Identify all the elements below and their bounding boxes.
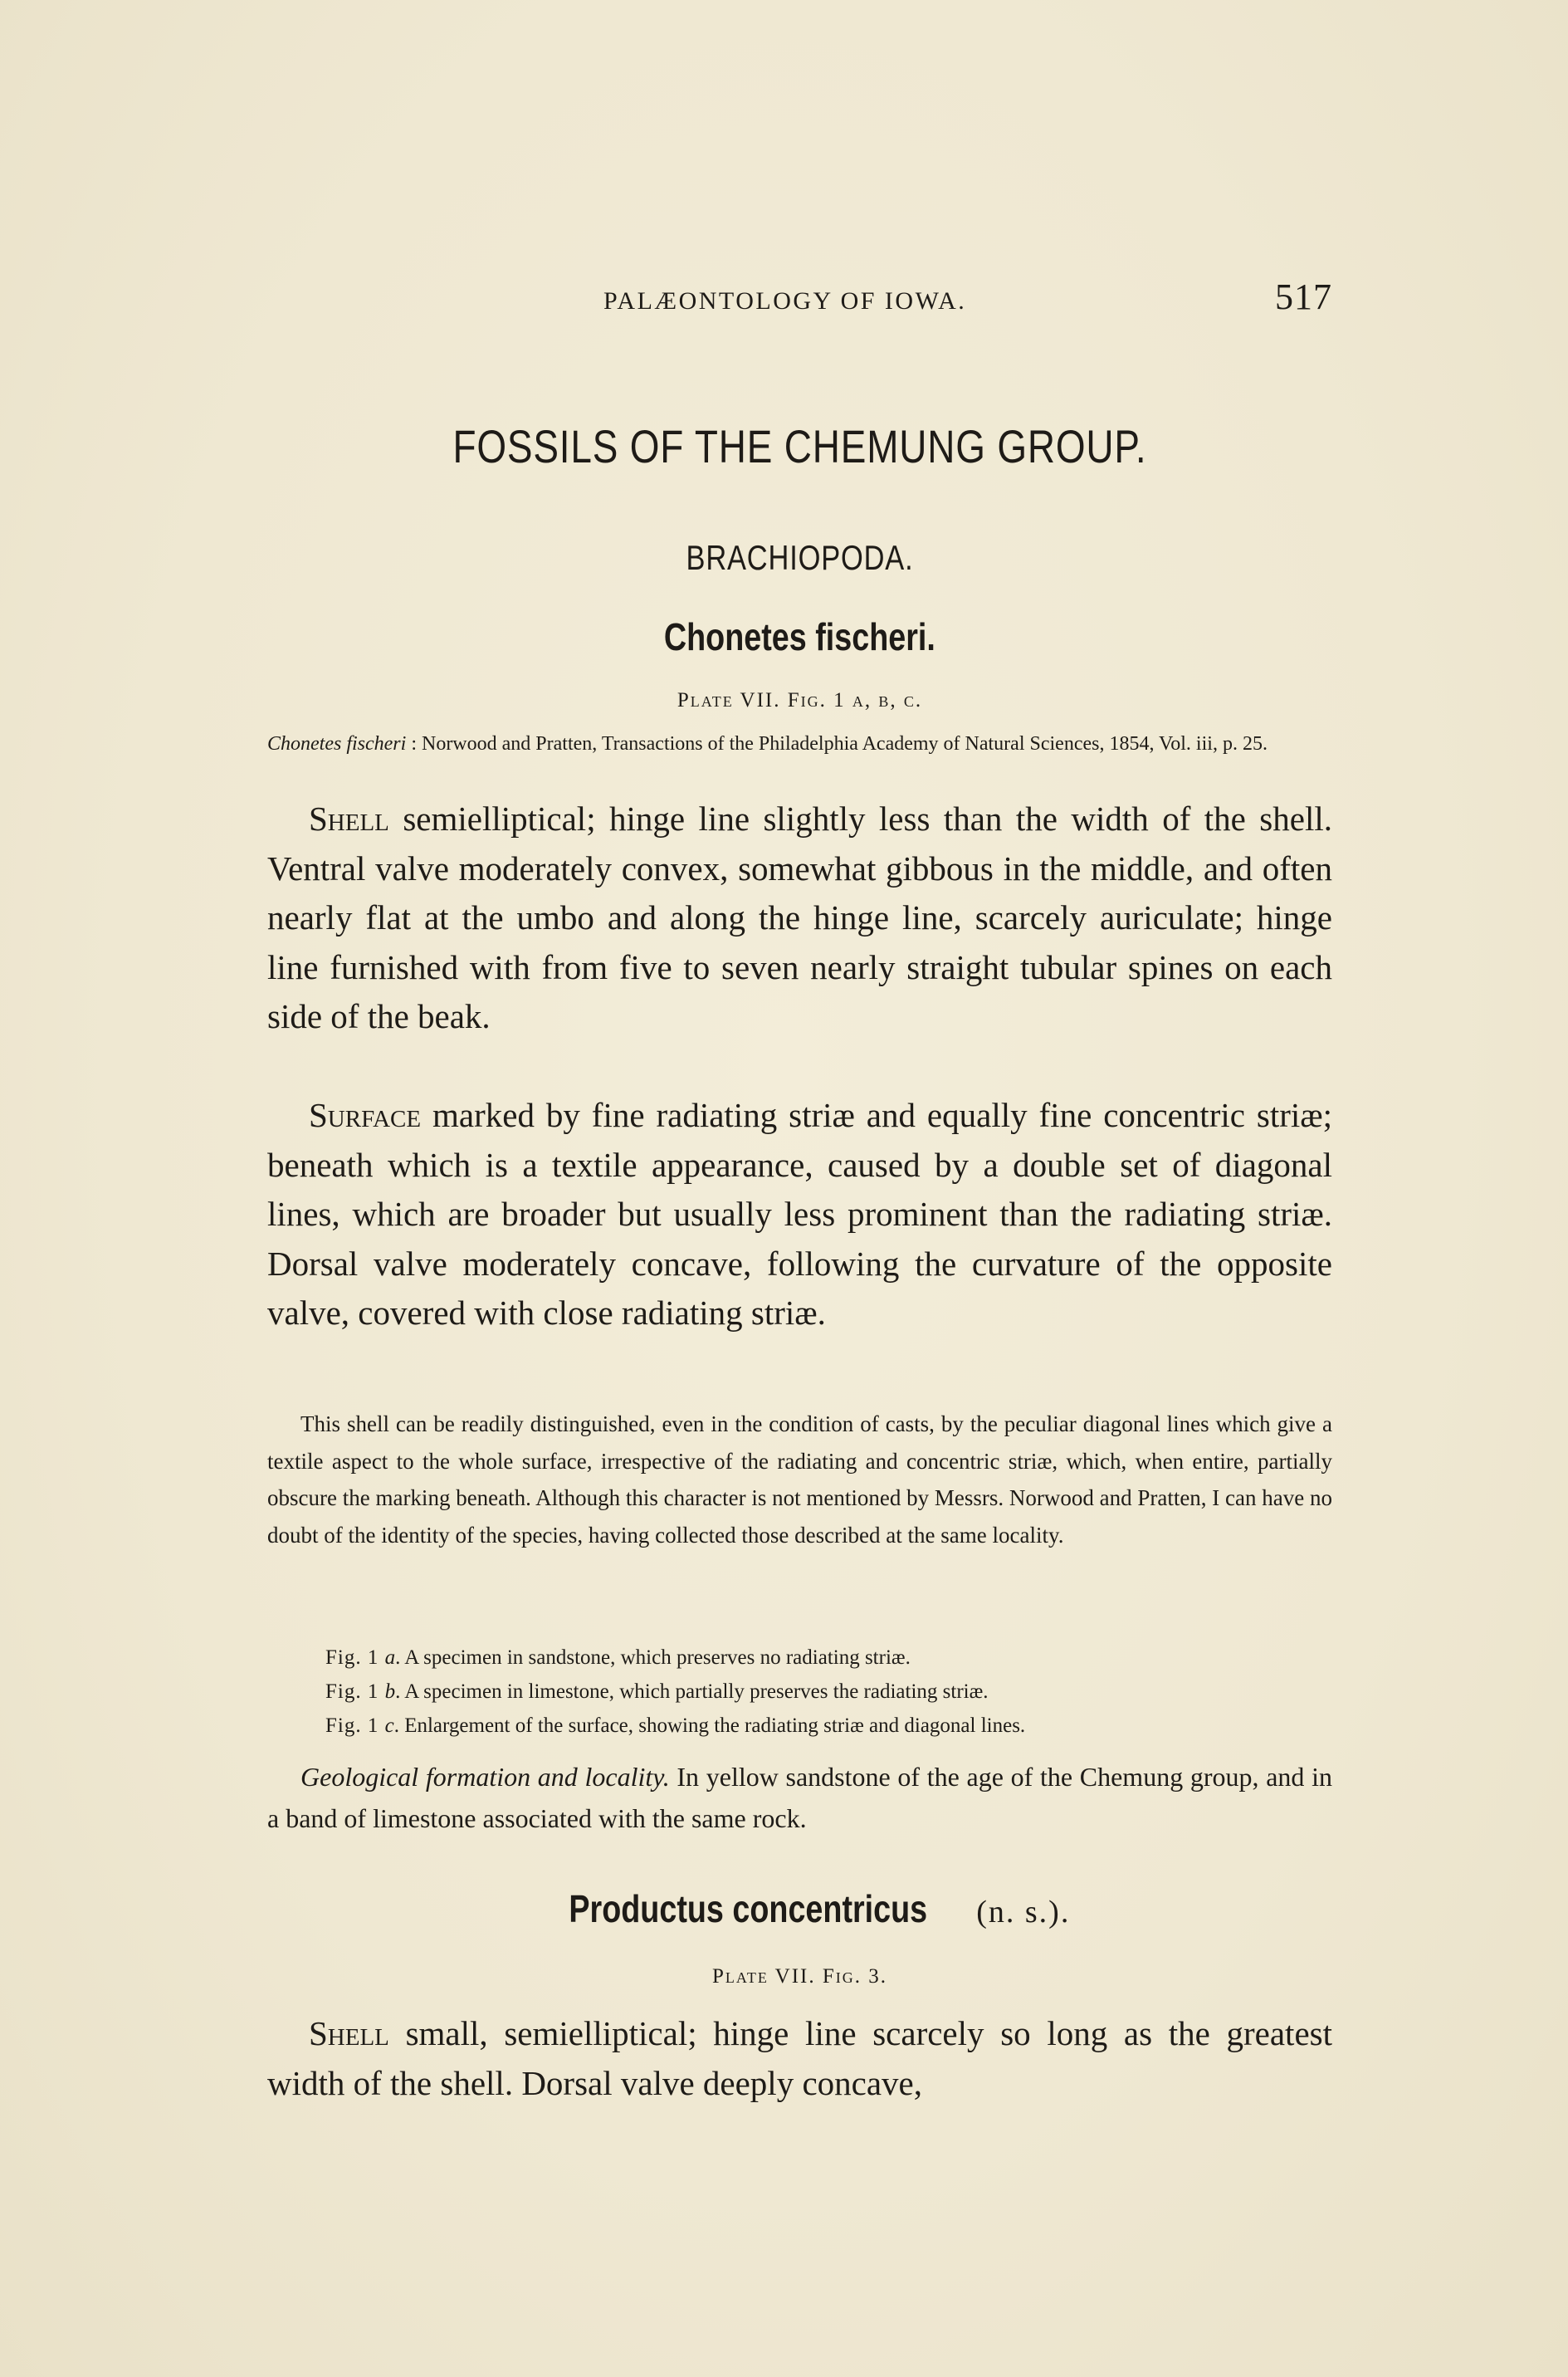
species-name: Productus concentricus bbox=[569, 1887, 927, 1930]
species-title-chonetes bbox=[267, 614, 1332, 659]
shell-description bbox=[267, 795, 1332, 1042]
species-author: (n. s.). bbox=[976, 1895, 1071, 1929]
figure-list bbox=[267, 1641, 1332, 1743]
figure-caption: Fig. 1 c. Enlargement of the surface, showing the radiating striæ and diagonal lines. bbox=[325, 1714, 1026, 1737]
running-head bbox=[267, 276, 1332, 325]
shell-lead: Shell bbox=[309, 2014, 389, 2052]
page-number: 517 bbox=[1275, 276, 1332, 317]
shell-text: semielliptical; hinge line slightly less than the width of the shell. Ventral valve moderately convex, somewhat gibbous in the middle, and often nearly flat at the umbo and along the hinge line, scarcely auriculate; hinge line furnished with from five to seven nearly straight tubular spines on each side of the beak. bbox=[267, 800, 1332, 1035]
geological-formation bbox=[267, 1756, 1332, 1839]
species-title-productus bbox=[267, 1886, 1332, 1931]
running-title: PALÆONTOLOGY OF IOWA. bbox=[603, 287, 967, 315]
surface-text: marked by fine radiating striæ and equally fine concentric striæ; beneath which is a textile appearance, caused by a double set of diagonal lines, which are broader but usually less prominent than the radiating striæ. Dorsal valve moderately concave, following the curvature of the opposite valve, covered with close radiating striæ. bbox=[267, 1096, 1332, 1332]
plate-reference: Plate VII. Fig. 3. bbox=[711, 1965, 888, 1988]
shell-text: small, semielliptical; hinge line scarcely so long as the greatest width of the shell. Dorsal valve deeply concave, bbox=[267, 2014, 1332, 2102]
geo-text: In yellow sandstone of the age of the Chemung group, and in a band of limestone associated with the same rock. bbox=[267, 1762, 1333, 1833]
citation bbox=[267, 731, 1332, 757]
geo-lead: Geological formation and locality. bbox=[300, 1762, 670, 1792]
section-title: BRACHIOPODA. bbox=[686, 538, 914, 577]
citation-text: : Norwood and Pratten, Transactions of the Philadelphia Academy of Natural Sciences, 1854, Vol. iii, p. 25. bbox=[411, 733, 1268, 755]
surface-lead: Surface bbox=[309, 1096, 422, 1134]
shell-lead: Shell bbox=[309, 800, 389, 838]
citation-species-name: Chonetes fischeri bbox=[267, 733, 407, 755]
surface-description bbox=[267, 1091, 1332, 1338]
shell-description bbox=[267, 2009, 1332, 2108]
main-title: FOSSILS OF THE CHEMUNG GROUP. bbox=[452, 420, 1147, 472]
remarks-paragraph: This shell can be readily distinguished, even in the condition of casts, by the peculiar diagonal lines which give a textile aspect to the whole surface, irrespective of the radiating and concentric striæ, which, when entire, partially obscure the marking beneath. Although this character is not mentioned by Messrs. Norwood and Pratten, I can have no doubt of the identity of the species, having collected those described at the same locality. bbox=[267, 1411, 1332, 1548]
species-name: Chonetes fischeri. bbox=[663, 615, 936, 658]
plate-reference: Plate VII. Fig. 1 a, b, c. bbox=[677, 689, 923, 712]
figure-caption: Fig. 1 a. A specimen in sandstone, which preserves no radiating striæ. bbox=[325, 1646, 911, 1669]
figure-caption: Fig. 1 b. A specimen in limestone, which partially preserves the radiating striæ. bbox=[325, 1680, 989, 1703]
